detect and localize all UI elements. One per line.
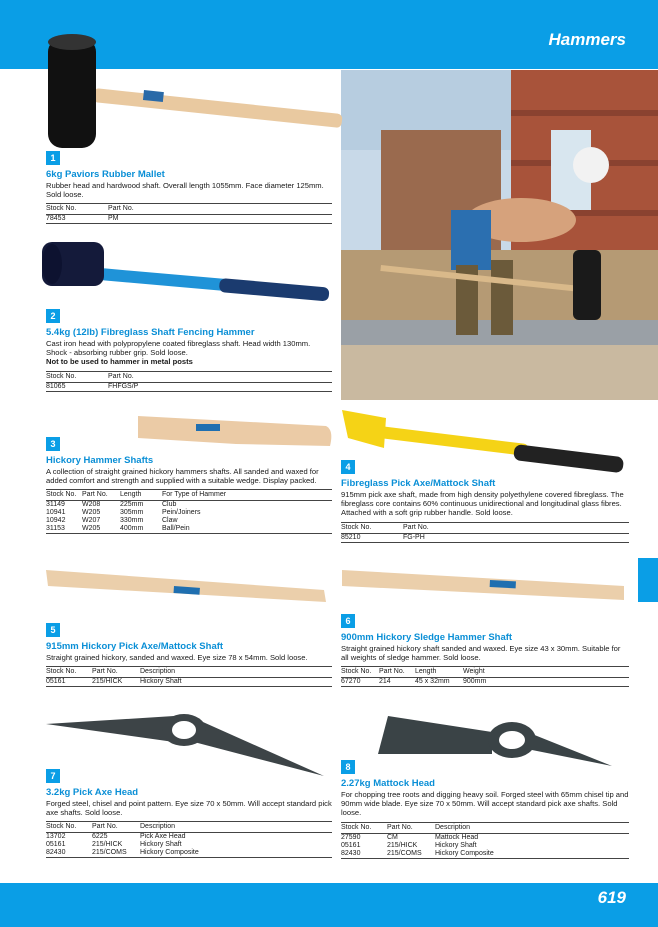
part-no: 6225 [92,833,108,841]
part-no: FG-PH [403,533,629,542]
column-header: Stock No. [46,204,108,215]
hammer-type: Pein/Joiners [162,509,201,517]
stock-no: 78453 [46,215,108,224]
page-number: 619 [597,888,626,907]
item-description: Hickory Shaft [435,841,477,849]
column-header: Stock No. [46,490,82,501]
stock-no: 05161 [46,678,92,687]
product-number-badge: 6 [341,614,355,628]
table-row [46,215,332,224]
table-row [46,382,332,391]
worker-photo [341,70,658,400]
column-header: Stock No. [46,371,108,382]
rubber-mallet-image [44,30,344,155]
part-no: 214 [379,678,415,687]
column-header: Part No. [92,822,140,833]
stock-no: 10941 [46,509,66,517]
item-description: Pick Axe Head [140,833,186,841]
product-number-badge: 7 [46,769,60,783]
column-header: Stock No. [341,822,387,833]
product-2 [46,306,332,392]
product-4 [341,457,629,543]
stock-no: 81065 [46,382,108,391]
stock-no: 05161 [46,841,66,849]
column-header: Part No. [108,371,332,382]
product-7 [46,766,332,858]
column-header: Stock No. [46,822,92,833]
product-title: 3.2kg Pick Axe Head [46,787,139,798]
item-description: Hickory Shaft [140,841,182,849]
stock-no: 27590 [341,833,361,841]
hammer-type: Ball/Pein [162,525,332,534]
column-header: Part No. [82,490,120,501]
product-description: Rubber head and hardwood shaft. Overall length 1055mm. Face diameter 125mm. Sold loose. [46,181,324,200]
table-row [46,849,332,858]
item-description: Mattock Head [435,833,479,841]
column-header: Description [435,822,629,833]
spec-table [46,489,332,534]
stock-no: 13702 [46,833,66,841]
product-title: 915mm Hickory Pick Axe/Mattock Shaft [46,641,224,652]
product-title: Fibreglass Pick Axe/Mattock Shaft [341,478,496,489]
product-description: Forged steel, chisel and point pattern. Eye size 70 x 50mm. Will accept standard pick axe shafts. Sold loose. [46,799,332,818]
part-no: W205 [82,509,101,517]
length: 330mm [120,517,144,525]
product-description: Straight grained hickory, sanded and waxed. Eye size 78 x 54mm. Sold loose. [46,653,308,662]
product-number-badge: 1 [46,151,60,165]
table-row [46,841,332,849]
product-number-badge: 5 [46,623,60,637]
footer-bar [0,883,658,927]
column-header: Part No. [108,204,332,215]
product-number-badge: 8 [341,760,355,774]
product-title: 2.27kg Mattock Head [341,778,435,789]
part-no: 215/HICK [92,678,140,687]
spec-table [46,203,332,224]
product-description: Cast iron head with polypropylene coated fibreglass shaft. Head width 130mm. Shock - absorbing rubber grip. Sold loose. [46,339,311,358]
table-row [46,525,332,534]
column-header: For Type of Hammer [162,490,332,501]
stock-no: 82430 [341,850,387,859]
stock-no: 05161 [341,841,361,849]
part-no: W205 [82,525,120,534]
stock-no: 85210 [341,533,403,542]
item-description: Hickory Composite [435,850,629,859]
table-row [341,678,629,687]
part-no: 215/HICK [92,841,123,849]
column-header: Description [140,822,332,833]
item-description: Hickory Composite [140,849,332,858]
product-8 [341,757,629,859]
item-description: Hickory Shaft [140,678,332,687]
length: 305mm [120,509,144,517]
product-description: A collection of straight grained hickory hammers shafts. All sanded and waxed for added comfort and strength and supplied with a suitable wedge. Display packed. [46,467,319,486]
table-row [341,842,629,850]
table-row [341,533,629,542]
part-no: 215/COMS [387,850,435,859]
table-row [46,509,332,517]
product-warning: Not to be used to hammer in metal posts [46,357,193,367]
spec-table [46,371,332,392]
column-header: Stock No. [341,522,403,533]
part-no: CM [387,833,398,841]
product-description: Straight grained hickory shaft sanded and waxed. Eye size 43 x 30mm. Suitable for all weights of sledge hammer. Sold loose. [341,644,621,663]
hammer-type: Claw [162,517,178,525]
part-no: W208 [82,501,101,509]
product-title: 5.4kg (12lb) Fibreglass Shaft Fencing Hammer [46,327,255,338]
hammer-type: Club [162,501,177,509]
product-number-badge: 2 [46,309,60,323]
hickory-pick-shaft-image [44,566,334,621]
part-no: FHFGS/P [108,382,332,391]
product-1 [46,148,332,224]
product-number-badge: 4 [341,460,355,474]
product-title: 900mm Hickory Sledge Hammer Shaft [341,632,513,643]
stock-no: 67270 [341,678,379,687]
column-header: Part No. [379,667,415,678]
product-description: For chopping tree roots and digging heavy soil. Forged steel with 65mm chisel tip and 90mm wide blade. Eye size 70 x 50mm. Will accept standard pick axe shafts. Sold loose. [341,790,629,818]
product-number-badge: 3 [46,437,60,451]
table-row [46,678,332,687]
column-header: Part No. [403,522,629,533]
column-header: Part No. [387,822,435,833]
part-no: PM [108,215,332,224]
column-header: Length [120,490,162,501]
part-no: 215/HICK [387,841,418,849]
fencing-hammer-image [40,238,340,313]
spec-table [341,822,629,859]
product-5 [46,620,332,687]
product-description: 915mm pick axe shaft, made from high density polyethylene covered fibreglass. The fibreglass core contains 60% continuous unidirectional and longitudinal glass fibres. Attached with a soft grip rubber handle. Sold loose. [341,490,624,518]
product-title: 6kg Paviors Rubber Mallet [46,169,165,180]
spec-table [341,666,629,687]
product-3 [46,434,332,534]
table-row [46,517,332,525]
weight: 900mm [463,678,629,687]
product-6 [341,611,629,687]
spec-table [341,522,629,543]
stock-no: 31149 [46,501,65,509]
page-title: Hammers [548,30,626,49]
stock-no: 82430 [46,849,92,858]
part-no: W207 [82,517,101,525]
table-row [46,833,332,842]
length: 400mm [120,525,162,534]
column-header: Length [415,667,463,678]
column-header: Stock No. [341,667,379,678]
length: 45 x 32mm [415,678,463,687]
section-tab [638,558,658,602]
product-title: Hickory Hammer Shafts [46,455,154,466]
part-no: 215/COMS [92,849,140,858]
table-row [341,850,629,859]
table-row [46,501,332,510]
spec-table [46,666,332,687]
column-header: Description [140,667,332,678]
stock-no: 31153 [46,525,82,534]
stock-no: 10942 [46,517,66,525]
table-row [341,833,629,842]
column-header: Part No. [92,667,140,678]
column-header: Stock No. [46,667,92,678]
spec-table [46,821,332,858]
length: 225mm [120,501,144,509]
column-header: Weight [463,667,629,678]
